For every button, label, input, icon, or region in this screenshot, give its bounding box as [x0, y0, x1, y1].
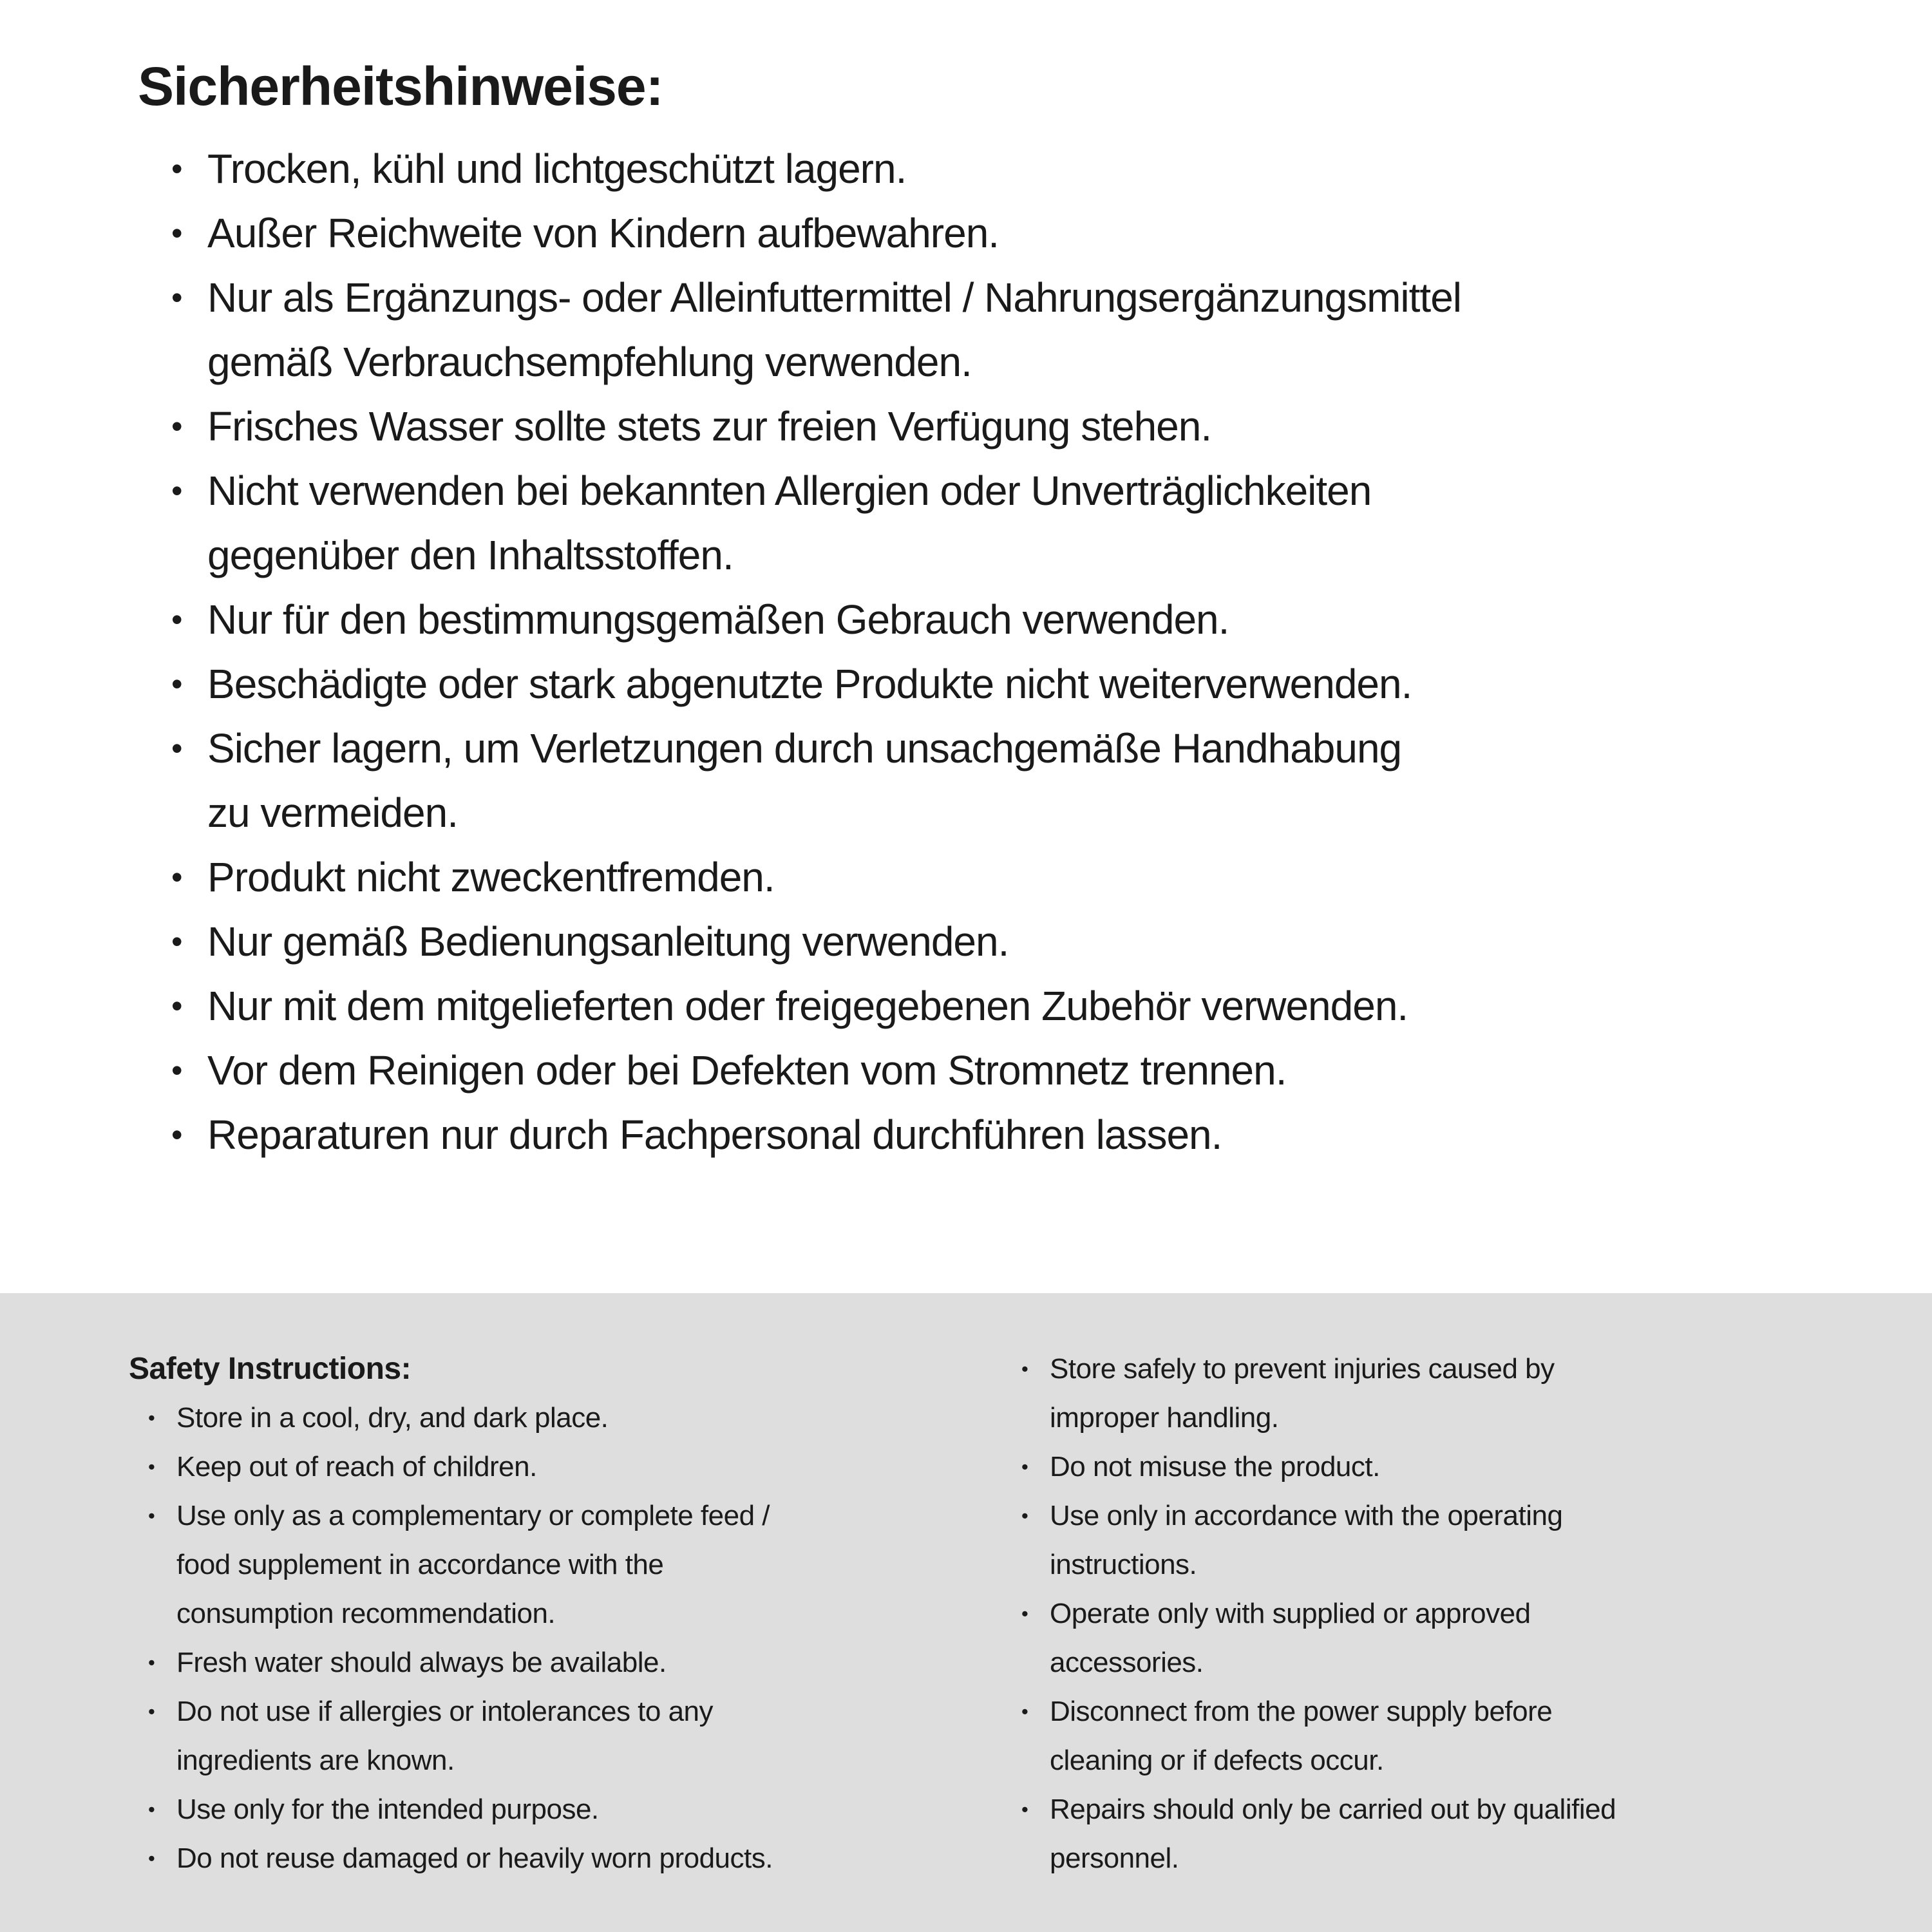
list-item: • Use only in accordance with the operating instructions.: [1002, 1492, 1917, 1589]
list-item: • Disconnect from the power supply before cleaning or if defects occur.: [1002, 1687, 1917, 1785]
list-item: • Vor dem Reinigen oder bei Defekten vom Stromnetz trennen.: [138, 1038, 1870, 1103]
list-item: • Nur als Ergänzungs- oder Alleinfuttermittel / Nahrungsergänzungsmittel gemäß Verbrauchsempfehlung verwenden.: [138, 265, 1870, 394]
list-item: • Store in a cool, dry, and dark place.: [129, 1394, 998, 1443]
english-safety-panel: [0, 1293, 1932, 1932]
list-item: • Nicht verwenden bei bekannten Allergien oder Unverträglichkeiten gegenüber den Inhaltsstoffen.: [138, 459, 1870, 587]
list-item: • Do not use if allergies or intolerances to any ingredients are known.: [129, 1687, 998, 1785]
list-item: • Frisches Wasser sollte stets zur freien Verfügung stehen.: [138, 394, 1870, 459]
list-item: • Beschädigte oder stark abgenutzte Produkte nicht weiterverwenden.: [138, 652, 1870, 716]
list-item: • Sicher lagern, um Verletzungen durch unsachgemäße Handhabung zu vermeiden.: [138, 716, 1870, 845]
list-item: • Außer Reichweite von Kindern aufbewahren.: [138, 201, 1870, 265]
list-item: • Nur für den bestimmungsgemäßen Gebrauch verwenden.: [138, 587, 1870, 652]
list-item: • Repairs should only be carried out by qualified personnel.: [1002, 1785, 1917, 1883]
list-item: • Keep out of reach of children.: [129, 1443, 998, 1492]
german-safety-list: [138, 137, 1870, 1167]
list-item: • Fresh water should always be available.: [129, 1638, 998, 1687]
list-item: • Use only as a complementary or complete feed / food supplement in accordance with the consumption recommendation.: [129, 1492, 998, 1638]
list-item: • Nur mit dem mitgelieferten oder freigegebenen Zubehör verwenden.: [138, 974, 1870, 1038]
list-item: • Operate only with supplied or approved accessories.: [1002, 1589, 1917, 1687]
list-item: • Store safely to prevent injuries caused by improper handling.: [1002, 1345, 1917, 1443]
english-right-column: [1002, 1345, 1917, 1883]
german-section-title: Sicherheitshinweise:: [138, 56, 663, 117]
list-item: • Reparaturen nur durch Fachpersonal durchführen lassen.: [138, 1103, 1870, 1167]
english-safety-list-left: [129, 1394, 998, 1883]
english-section-title: Safety Instructions:: [129, 1352, 412, 1386]
english-left-column: [129, 1345, 998, 1883]
list-item: • Do not reuse damaged or heavily worn products.: [129, 1834, 998, 1883]
list-item: • Trocken, kühl und lichtgeschützt lagern.: [138, 137, 1870, 201]
english-safety-list-right: [1002, 1345, 1917, 1883]
list-item: • Use only for the intended purpose.: [129, 1785, 998, 1834]
list-item: • Do not misuse the product.: [1002, 1443, 1917, 1492]
list-item: • Nur gemäß Bedienungsanleitung verwenden.: [138, 909, 1870, 974]
list-item: • Produkt nicht zweckentfremden.: [138, 845, 1870, 909]
